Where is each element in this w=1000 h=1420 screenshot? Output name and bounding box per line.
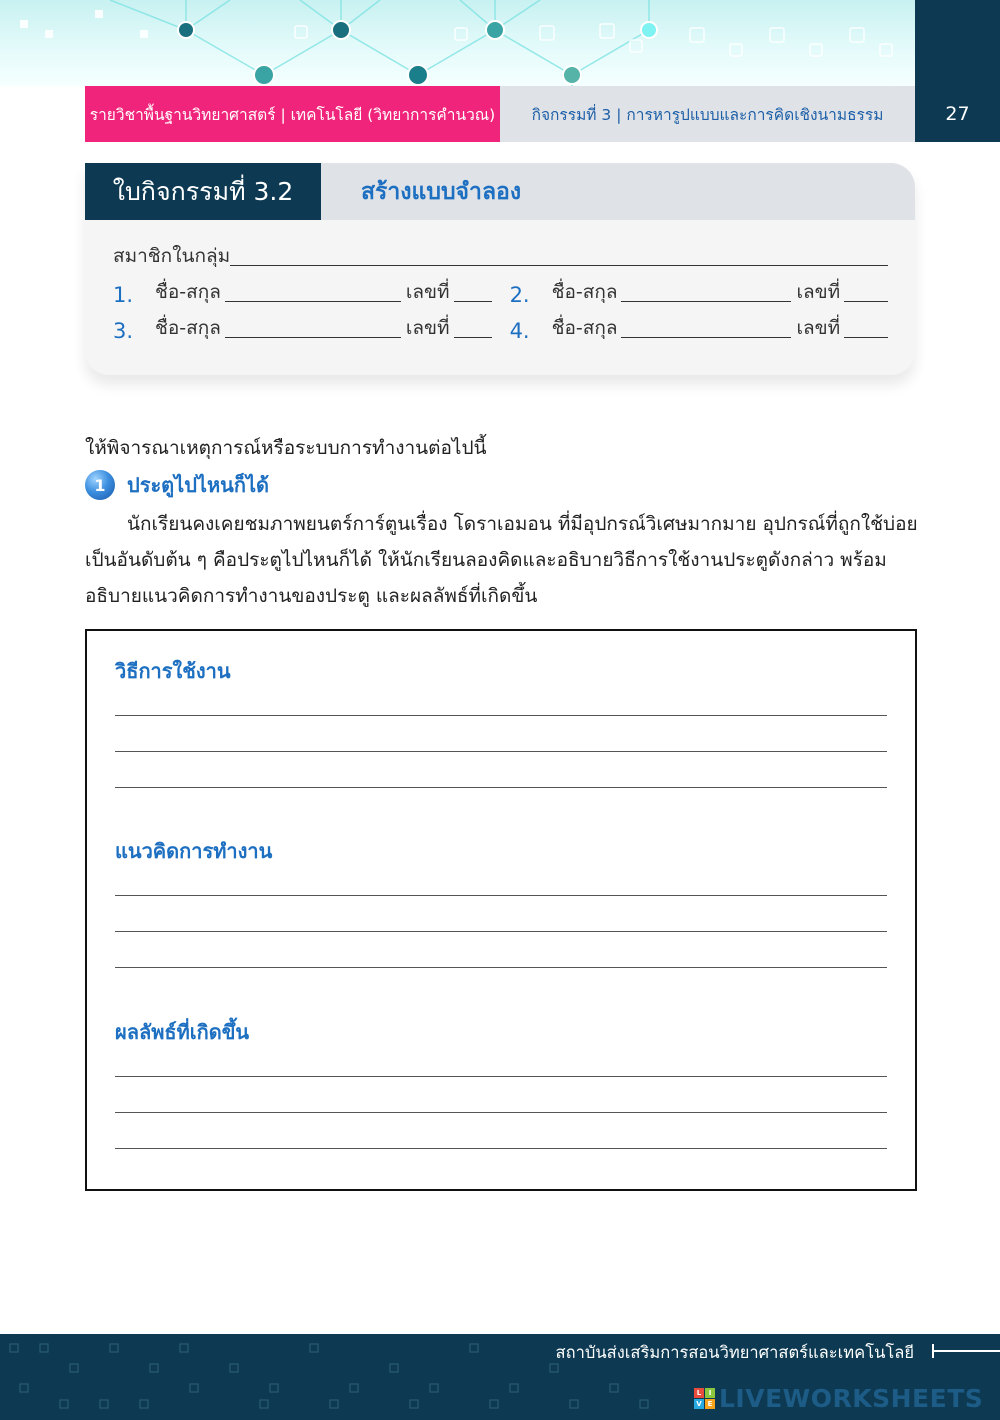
logo-letter: V xyxy=(694,1399,704,1409)
number-label: เลขที่ xyxy=(796,317,841,339)
member-number: 2. xyxy=(509,283,530,307)
section-label-concept: แนวคิดการทำงาน xyxy=(115,839,273,863)
worksheet-tag: ใบกิจกรรมที่ 3.2 xyxy=(85,163,321,220)
member-row-1-2 xyxy=(113,277,888,307)
footer xyxy=(0,1334,1000,1420)
circuit-pattern-graphic xyxy=(0,0,915,86)
number-input-line[interactable] xyxy=(454,301,492,302)
name-input-line[interactable] xyxy=(621,301,791,302)
question-heading xyxy=(85,470,269,500)
members-row xyxy=(113,241,888,271)
number-label: เลขที่ xyxy=(796,281,841,303)
member-number: 3. xyxy=(113,319,134,343)
section-label-result: ผลลัพธ์ที่เกิดขึ้น xyxy=(115,1020,250,1044)
number-input-line[interactable] xyxy=(454,337,492,338)
name-input-line[interactable] xyxy=(225,337,401,338)
answer-line[interactable] xyxy=(115,1148,887,1149)
name-label: ชื่อ-สกุล xyxy=(155,281,221,303)
name-label: ชื่อ-สกุล xyxy=(155,317,221,339)
liveworksheets-logo xyxy=(694,1384,983,1413)
number-label: เลขที่ xyxy=(405,317,450,339)
question-number-badge: 1 xyxy=(85,470,115,500)
logo-letter: L xyxy=(694,1388,704,1398)
footer-institute: สถาบันส่งเสริมการสอนวิทยาศาสตร์และเทคโนโลยี xyxy=(555,1343,914,1362)
instruction-text: ให้พิจารณาเหตุการณ์หรือระบบการทำงานต่อไปนี้ xyxy=(85,437,487,459)
worksheet-title: สร้างแบบจำลอง xyxy=(361,178,522,205)
name-input-line[interactable] xyxy=(621,337,791,338)
answer-line[interactable] xyxy=(115,751,887,752)
logo-letter: I xyxy=(705,1388,715,1398)
section-label-usage: วิธีการใช้งาน xyxy=(115,659,231,683)
number-label: เลขที่ xyxy=(405,281,450,303)
members-label: สมาชิกในกลุ่ม xyxy=(113,245,231,267)
paragraph-line: นักเรียนคงเคยชมภาพยนตร์การ์ตูนเรื่อง โดราเอมอน ที่มีอุปกรณ์วิเศษมากมาย อุปกรณ์ที่ถูกใช้บ่อย xyxy=(127,513,918,535)
number-input-line[interactable] xyxy=(844,337,888,338)
member-row-3-4 xyxy=(113,313,888,343)
answer-line[interactable] xyxy=(115,715,887,716)
answer-line[interactable] xyxy=(115,787,887,788)
answer-box xyxy=(85,629,917,1191)
member-number: 1. xyxy=(113,283,134,307)
logo-wordmark: LIVEWORKSHEETS xyxy=(719,1384,984,1413)
logo-grid-icon xyxy=(694,1388,715,1409)
name-input-line[interactable] xyxy=(225,301,401,302)
answer-line[interactable] xyxy=(115,1076,887,1077)
paragraph-line: อธิบายแนวคิดการทำงานของประตู และผลลัพธ์ที่เกิดขึ้น xyxy=(85,585,538,607)
name-label: ชื่อ-สกุล xyxy=(551,317,618,339)
name-label: ชื่อ-สกุล xyxy=(551,281,618,303)
answer-line[interactable] xyxy=(115,895,887,896)
number-input-line[interactable] xyxy=(844,301,888,302)
question-title: ประตูไปไหนก็ได้ xyxy=(127,473,269,497)
question-paragraph xyxy=(85,506,918,614)
member-number: 4. xyxy=(509,319,530,343)
footer-rule xyxy=(932,1350,1000,1352)
header-decoration xyxy=(0,0,915,86)
answer-line[interactable] xyxy=(115,967,887,968)
answer-line[interactable] xyxy=(115,931,887,932)
subject-title: รายวิชาพื้นฐานวิทยาศาสตร์ | เทคโนโลยี (วิทยาการคำนวณ) xyxy=(85,86,500,142)
header-band xyxy=(0,86,1000,142)
paragraph-line: เป็นอันดับต้น ๆ คือประตูไปไหนก็ได้ ให้นักเรียนลองคิดและอธิบายวิธีการใช้งานประตูดังกล่าว พร้อม xyxy=(85,549,887,571)
answer-line[interactable] xyxy=(115,1112,887,1113)
logo-letter: E xyxy=(705,1399,715,1409)
page-number: 27 xyxy=(945,103,970,125)
activity-title: กิจกรรมที่ 3 | การหารูปแบบและการคิดเชิงนามธรรม xyxy=(500,86,915,142)
members-input-line[interactable] xyxy=(230,265,888,266)
worksheet-card xyxy=(85,163,915,375)
